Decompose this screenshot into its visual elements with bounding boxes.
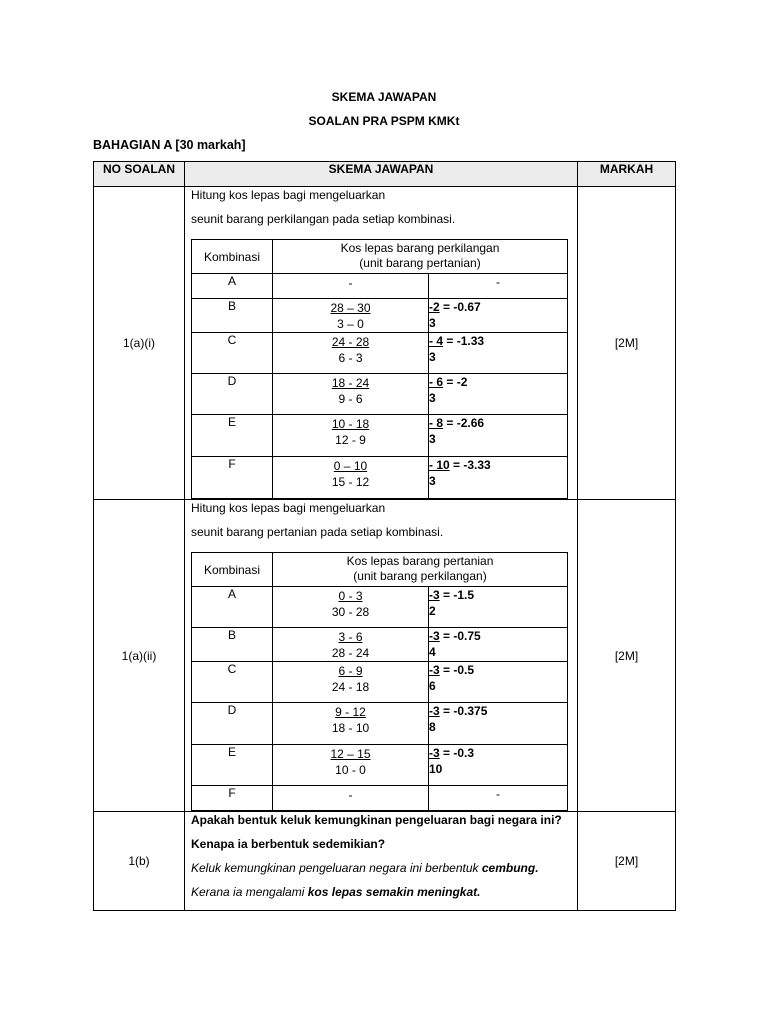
inner-table-row — [192, 415, 568, 457]
result-numerator: - — [496, 275, 500, 289]
cost-result — [429, 628, 568, 662]
combination-label: A — [192, 587, 273, 628]
formula-numerator: 28 – 30 — [330, 301, 371, 315]
header-answer-scheme: SKEMA JAWAPAN — [185, 162, 578, 187]
inner-table-row — [192, 628, 568, 662]
inner-header-combination: Kombinasi — [192, 553, 273, 587]
combination-label: F — [192, 786, 273, 811]
inner-header-cost-line2: (unit barang perkilangan) — [353, 569, 487, 583]
combination-label: C — [192, 662, 273, 703]
marks-value: [2M] — [578, 500, 676, 812]
fraction — [332, 629, 369, 661]
cost-formula — [273, 374, 429, 415]
result-numerator: -3 — [429, 588, 440, 602]
inner-table-row — [192, 299, 568, 333]
question-text: Apakah bentuk keluk kemungkinan pengeluaran bagi negara ini? — [191, 813, 562, 827]
fraction — [330, 746, 370, 778]
inner-table-row — [192, 274, 568, 299]
formula-numerator: 0 - 3 — [338, 589, 363, 603]
result-denominator: 10 — [429, 762, 443, 776]
combination-label: E — [192, 745, 273, 786]
formula-denominator: 15 - 12 — [331, 475, 370, 489]
inner-header-cost-line1: Kos lepas barang perkilangan — [340, 241, 500, 255]
result-value: = -1.33 — [443, 334, 485, 348]
table-row — [94, 187, 676, 500]
question-number: 1(a)(i) — [94, 187, 185, 500]
inner-header-cost-line1: Kos lepas barang pertanian — [346, 554, 494, 568]
inner-header-cost-line2: (unit barang pertanian) — [359, 256, 481, 270]
cost-formula — [273, 703, 429, 745]
result-denominator: 3 — [429, 350, 436, 364]
formula-denominator: 28 - 24 — [331, 646, 370, 660]
opportunity-cost-table — [191, 239, 568, 499]
cost-result — [429, 415, 568, 457]
cost-result — [429, 745, 568, 786]
inner-table-row — [192, 333, 568, 374]
result-value: = -0.5 — [439, 663, 475, 677]
opportunity-cost-table — [191, 552, 568, 811]
formula-numerator: 9 - 12 — [335, 705, 366, 719]
result-numerator: -3 — [429, 629, 440, 643]
result-denominator: 3 — [429, 474, 436, 488]
question-number: 1(a)(ii) — [94, 500, 185, 812]
formula-denominator: 18 - 10 — [331, 721, 370, 735]
formula-denominator: 3 – 0 — [337, 317, 364, 331]
answer-scheme-table — [93, 161, 676, 911]
cost-result — [429, 333, 568, 374]
question-text: Hitung kos lepas bagi mengeluarkan — [191, 501, 386, 515]
table-row — [94, 812, 676, 911]
answer-cell — [185, 500, 578, 812]
formula-denominator: 6 - 3 — [338, 351, 363, 365]
fraction — [332, 334, 369, 366]
cost-formula — [273, 274, 429, 299]
cost-result — [429, 274, 568, 299]
result-numerator: -2 — [429, 300, 440, 314]
question-text: seunit barang pertanian pada setiap kombinasi. — [191, 525, 444, 539]
inner-header-cost — [273, 240, 568, 274]
result-denominator: 8 — [429, 720, 436, 734]
header-marks: MARKAH — [578, 162, 676, 187]
marks-value: [2M] — [578, 812, 676, 911]
fraction — [330, 300, 370, 332]
result-denominator: 3 — [429, 391, 436, 405]
inner-table-row — [192, 587, 568, 628]
result-numerator: - 10 — [429, 458, 450, 472]
formula-denominator: 10 - 0 — [335, 763, 366, 777]
question-text: Hitung kos lepas bagi mengeluarkan — [191, 188, 386, 202]
result-denominator: 6 — [429, 679, 436, 693]
cost-result — [429, 587, 568, 628]
answer-text: Keluk kemungkinan pengeluaran negara ini berbentuk cembung. — [191, 861, 539, 875]
cost-formula — [273, 415, 429, 457]
combination-label: D — [192, 374, 273, 415]
formula-numerator: - — [348, 276, 353, 290]
combination-label: A — [192, 274, 273, 299]
result-denominator: 4 — [429, 645, 436, 659]
result-numerator: - — [496, 787, 500, 801]
table-header-row — [94, 162, 676, 187]
document-subtitle: SOALAN PRA PSPM KMKt — [308, 114, 460, 128]
result-denominator: 3 — [429, 316, 436, 330]
formula-denominator: 24 - 18 — [331, 680, 370, 694]
cost-result — [429, 662, 568, 703]
header-question-no: NO SOALAN — [94, 162, 185, 187]
question-number: 1(b) — [94, 812, 185, 911]
cost-result — [429, 703, 568, 745]
cost-formula — [273, 786, 429, 811]
result-numerator: -3 — [429, 663, 440, 677]
formula-numerator: - — [348, 788, 353, 802]
result-value: = -0.75 — [439, 629, 481, 643]
result-value: = -3.33 — [449, 458, 491, 472]
result-value: = -0.3 — [439, 746, 475, 760]
cost-formula — [273, 662, 429, 703]
combination-label: B — [192, 299, 273, 333]
combination-label: C — [192, 333, 273, 374]
result-numerator: - 8 — [429, 416, 444, 430]
result-numerator: - 4 — [429, 334, 444, 348]
inner-table-row — [192, 662, 568, 703]
formula-numerator: 10 - 18 — [331, 417, 370, 431]
formula-denominator: 9 - 6 — [338, 392, 363, 406]
cost-formula — [273, 628, 429, 662]
fraction — [332, 704, 369, 736]
cost-formula — [273, 299, 429, 333]
cost-result — [429, 786, 568, 811]
inner-table-row — [192, 703, 568, 745]
result-numerator: -3 — [429, 746, 440, 760]
fraction — [332, 375, 369, 407]
result-value: = -0.375 — [439, 704, 488, 718]
inner-table-row — [192, 745, 568, 786]
cost-result — [429, 457, 568, 499]
question-text: seunit barang perkilangan pada setiap kombinasi. — [191, 212, 456, 226]
inner-header-cost — [273, 553, 568, 587]
cost-result — [429, 299, 568, 333]
cost-formula — [273, 457, 429, 499]
cost-formula — [273, 587, 429, 628]
inner-header-row — [192, 553, 568, 587]
result-value: = -0.67 — [439, 300, 481, 314]
formula-denominator: 12 - 9 — [335, 433, 366, 447]
inner-table-row — [192, 374, 568, 415]
result-numerator: -3 — [429, 704, 440, 718]
marks-value: [2M] — [578, 187, 676, 500]
formula-numerator: 6 - 9 — [338, 664, 363, 678]
question-text: Kenapa ia berbentuk sedemikian? — [191, 837, 386, 851]
section-heading: BAHAGIAN A [30 markah] — [93, 138, 246, 152]
result-value: = -2 — [443, 375, 468, 389]
cost-result — [429, 374, 568, 415]
document-title: SKEMA JAWAPAN — [331, 90, 437, 104]
result-value: = -1.5 — [439, 588, 475, 602]
formula-numerator: 0 – 10 — [333, 459, 368, 473]
combination-label: E — [192, 415, 273, 457]
combination-label: B — [192, 628, 273, 662]
combination-label: D — [192, 703, 273, 745]
answer-cell — [185, 812, 578, 911]
answer-cell — [185, 187, 578, 500]
formula-numerator: 24 - 28 — [331, 335, 370, 349]
fraction — [332, 458, 369, 490]
inner-table-row — [192, 786, 568, 811]
result-denominator: 3 — [429, 432, 436, 446]
formula-numerator: 3 - 6 — [338, 630, 363, 644]
fraction — [332, 588, 369, 620]
answer-text: Kerana ia mengalami kos lepas semakin meningkat. — [191, 885, 481, 899]
combination-label: F — [192, 457, 273, 499]
inner-header-combination: Kombinasi — [192, 240, 273, 274]
table-row — [94, 500, 676, 812]
result-value: = -2.66 — [443, 416, 485, 430]
formula-numerator: 18 - 24 — [331, 376, 370, 390]
cost-formula — [273, 333, 429, 374]
result-denominator: 2 — [429, 604, 436, 618]
fraction — [332, 416, 369, 448]
result-numerator: - 6 — [429, 375, 444, 389]
formula-denominator: 30 - 28 — [331, 605, 370, 619]
cost-formula — [273, 745, 429, 786]
formula-numerator: 12 – 15 — [330, 747, 371, 761]
inner-header-row — [192, 240, 568, 274]
inner-table-row — [192, 457, 568, 499]
fraction — [332, 663, 369, 695]
